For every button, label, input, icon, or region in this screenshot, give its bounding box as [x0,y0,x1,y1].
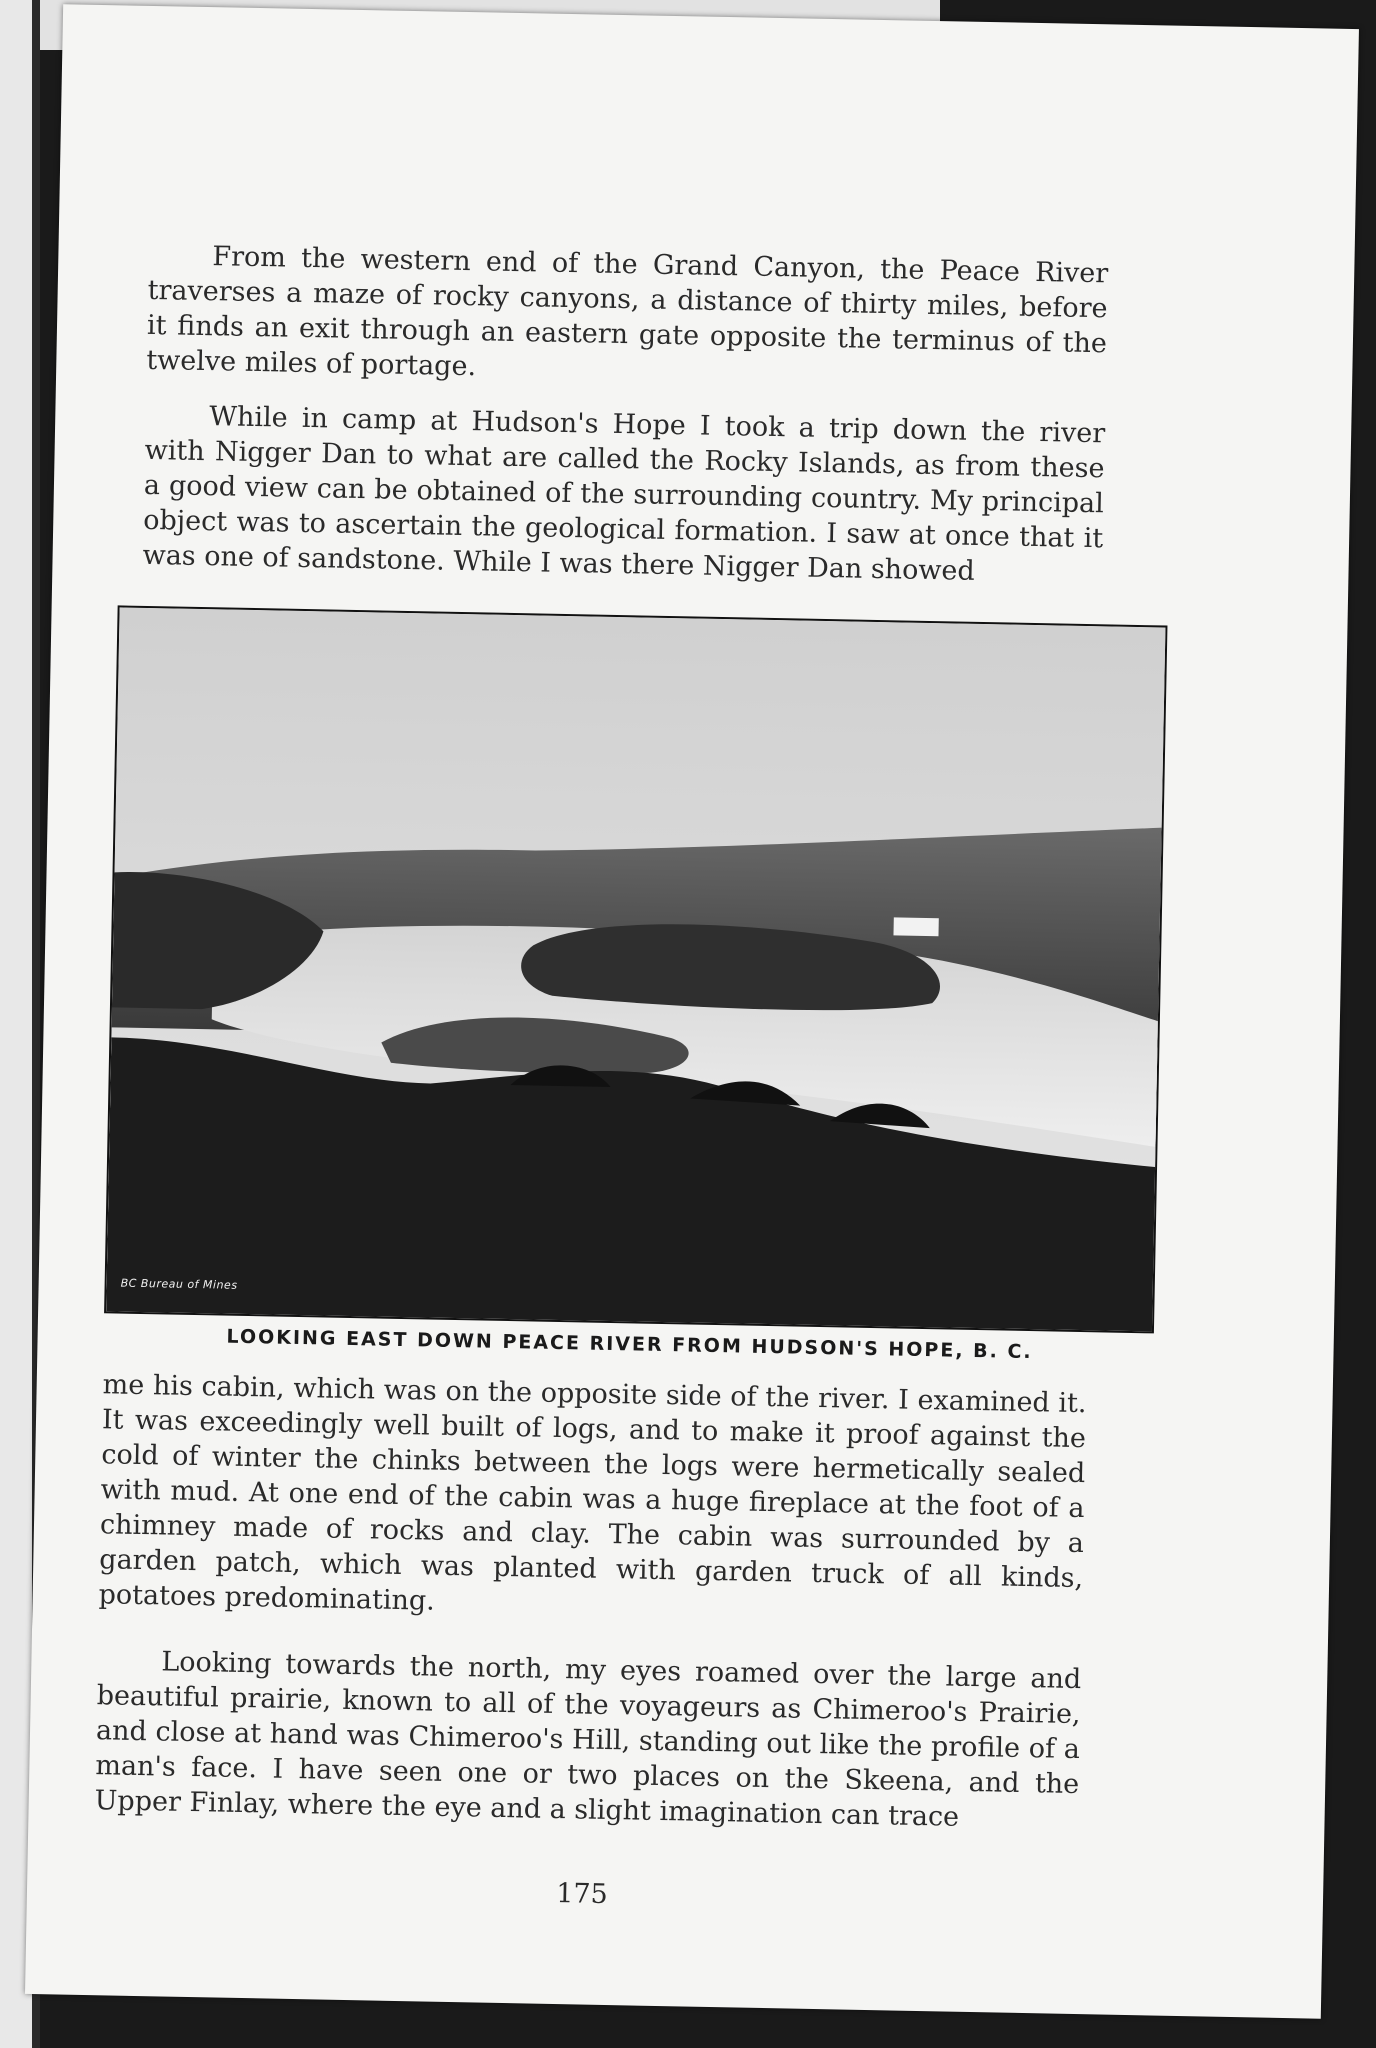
photo-caption: LOOKING EAST DOWN PEACE RIVER FROM HUDSON'S HOPE, B. C. [226,1325,1033,1364]
distant-building [893,917,938,936]
photo-credit: BC Bureau of Mines [120,1276,238,1292]
book-page [25,4,1359,2019]
paragraph-2: While in camp at Hudson's Hope I took a trip down the river with Nigger Dan to what are called the Rocky Islands, as from these a good view can be obtained of the surrounding country. My principal object was to ascertain the geological formation. I saw at once that it was one of sandstone. While I was there Nigger Dan showed [142,401,1106,587]
paragraph-1: From the western end of the Grand Canyon, the Peace River traverses a maze of rocky canyons, a distance of thirty miles, before it finds an exit through an eastern gate opposite the terminus of the twelve miles of portage. [146,241,1109,383]
paragraph-4: Looking towards the north, my eyes roamed over the large and beautiful prairie, known to all of the voyageurs as Chimeroo's Prairie, and close at hand was Chimeroo's Hill, standing out like the profile of a man's face. I have seen one or two places on the Skeena, and the Upper Finlay, where the eye and a slight imagination can trace [94,1646,1082,1833]
river-photograph [104,605,1167,1333]
page-number: 175 [555,1878,609,1911]
paragraph-3: me his cabin, which was on the opposite side of the river. I examined it. It was exceedingly well built of logs, and to make it proof against the cold of winter the chinks between the logs were hermetically sealed with mud. At one end of the cabin was a huge fireplace at the foot of a chimney made of rocks and clay. The cabin was surrounded by a garden patch, which was planted with garden truck of all kinds, potatoes predominating. [98,1369,1087,1617]
landscape-illustration [106,607,1167,1333]
